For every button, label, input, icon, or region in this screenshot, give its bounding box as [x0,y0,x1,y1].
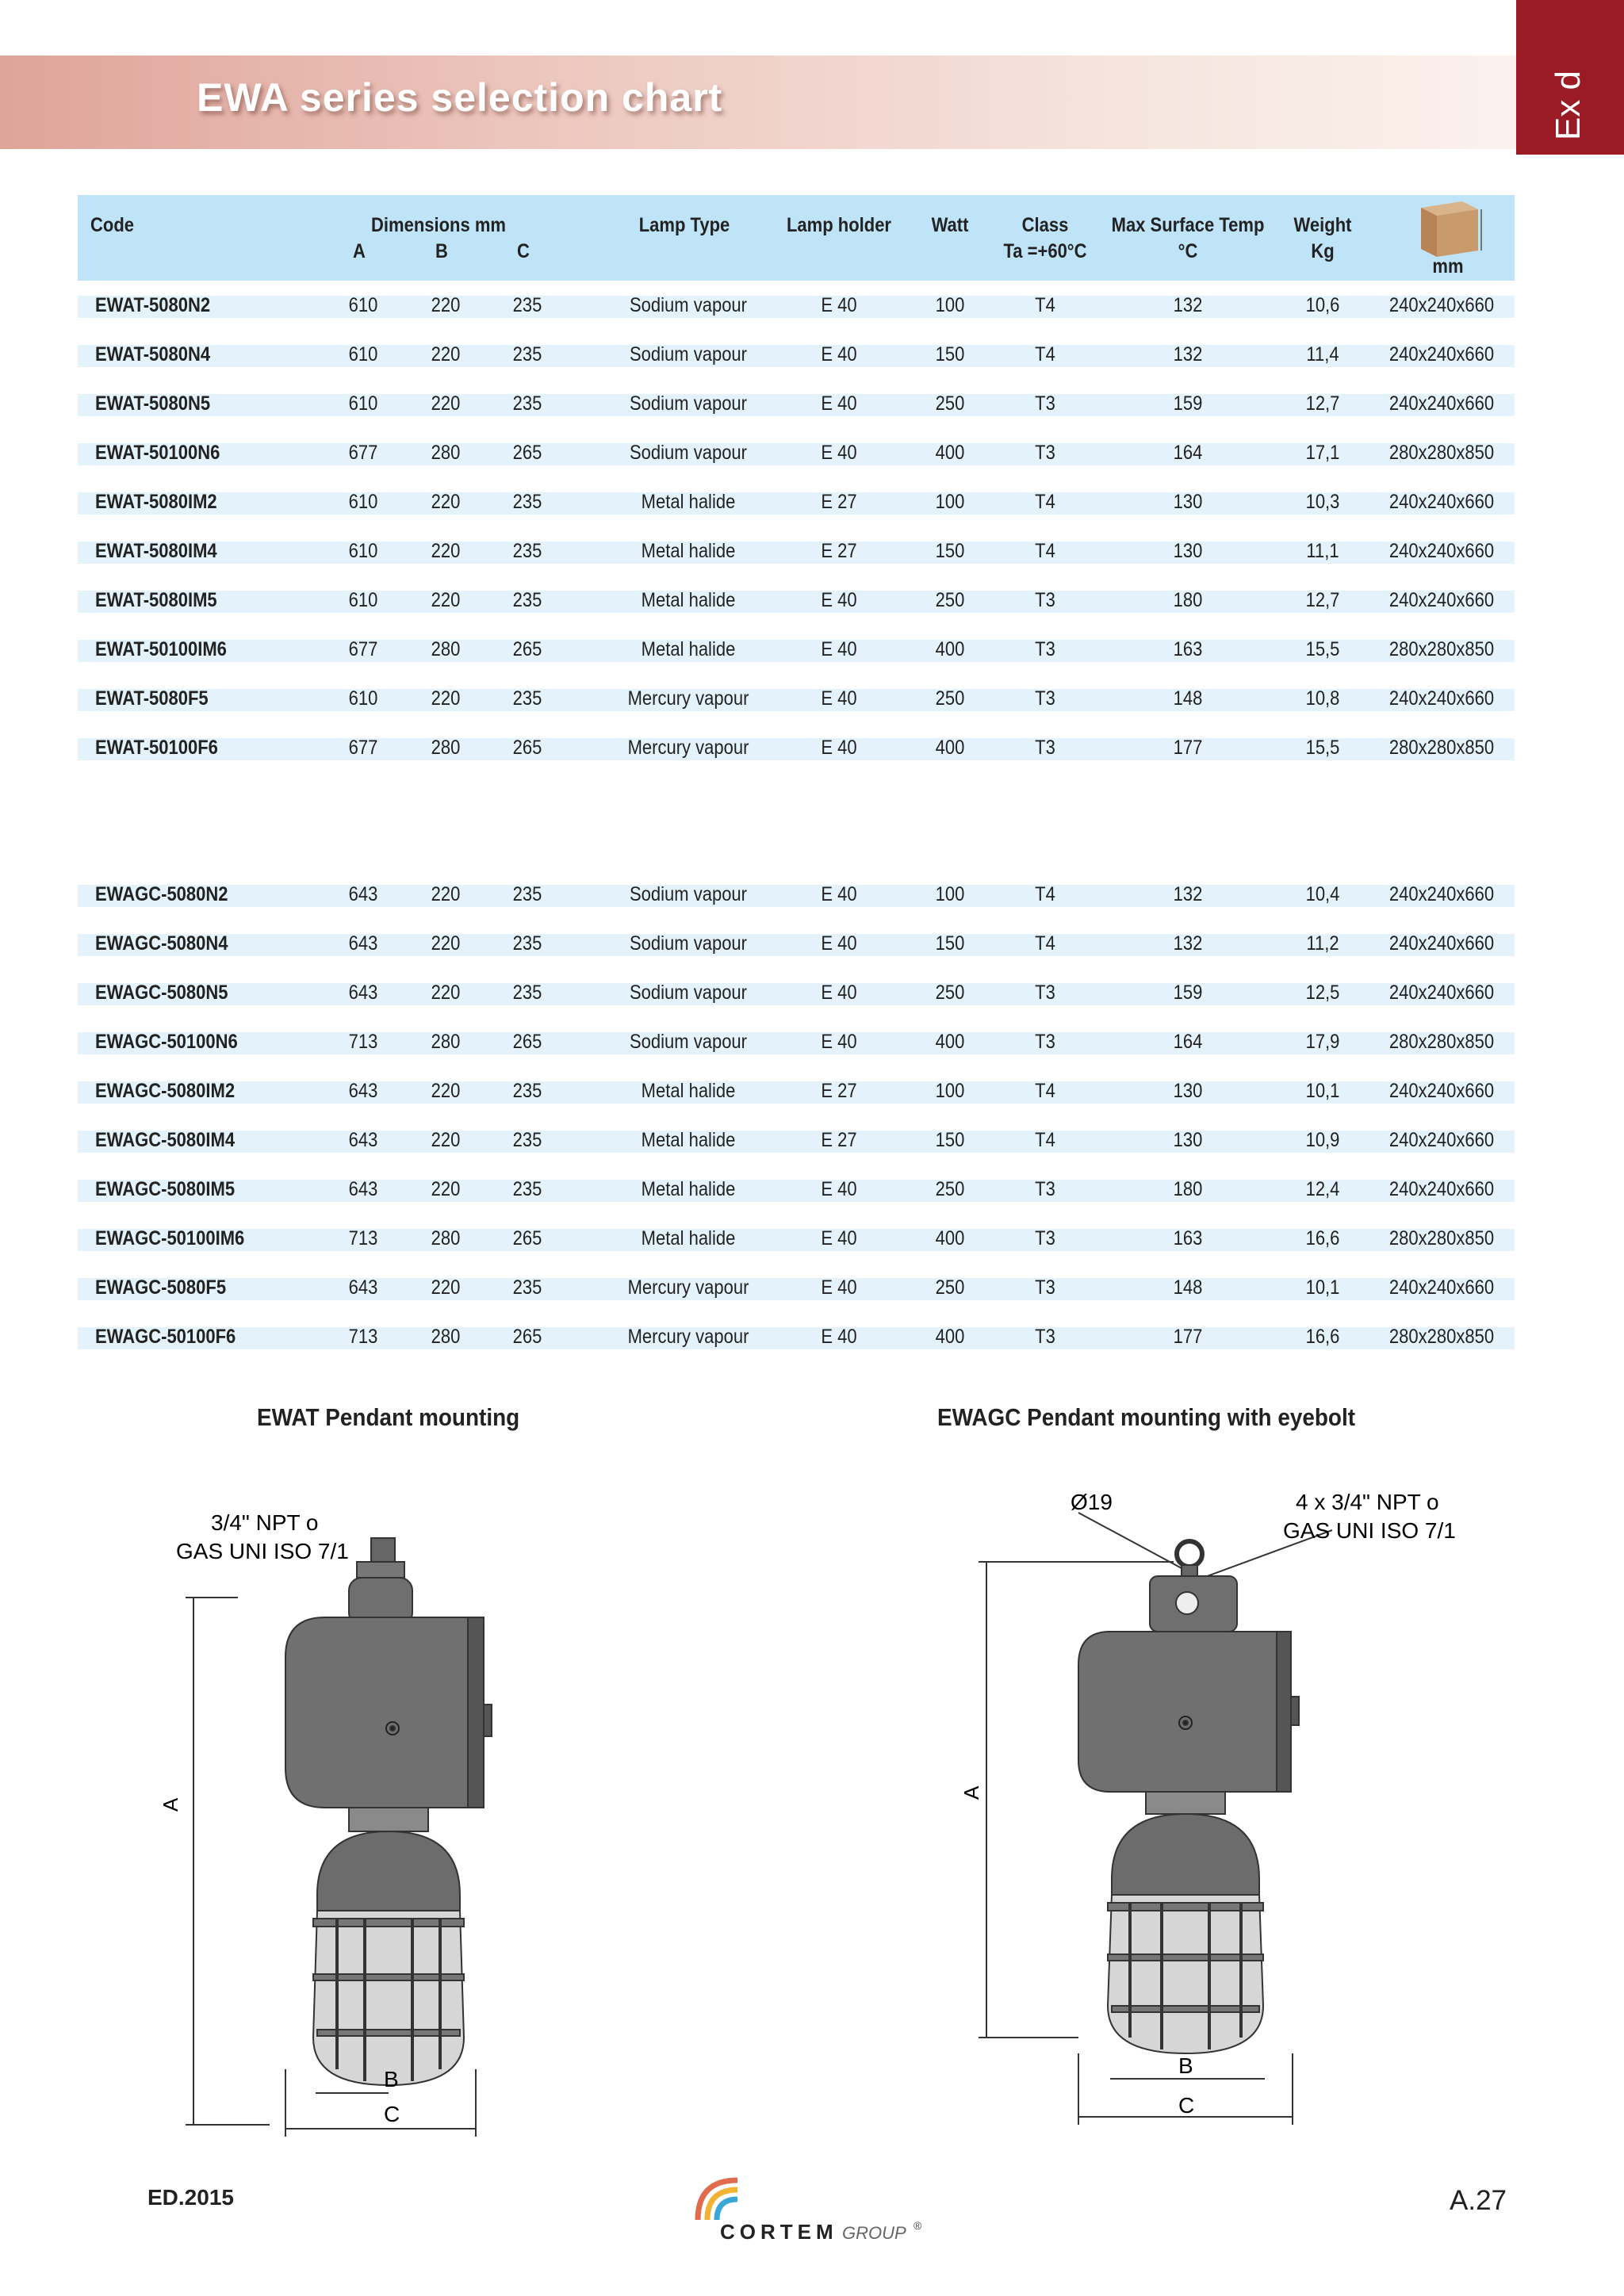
col-weight-sub: Kg [1311,240,1335,262]
ewagc-label-a: A [959,1785,983,1800]
cell-c: 265 [512,638,542,660]
cell-b: 280 [431,1031,461,1053]
cell-c: 235 [512,392,542,415]
cell-temp: 159 [1173,982,1203,1004]
box-icon [1411,197,1483,262]
cell-lamp: Mercury vapour [627,737,749,759]
cell-watt: 400 [935,638,965,660]
ewagc-fixture [1078,1541,1299,2053]
cell-lamp: Metal halide [641,638,736,660]
cell-pack: 280x280x850 [1388,737,1495,759]
ewat-thread-line1: 3/4" NPT o [211,1510,319,1535]
cell-code: EWAGC-5080N5 [95,982,228,1004]
cell-class: T4 [1035,1080,1055,1102]
cell-c: 235 [512,343,542,365]
page-title: EWA series selection chart [197,75,723,120]
cell-b: 220 [431,343,461,365]
col-lamp-type: Lamp Type [638,214,730,236]
cell-lamp: Metal halide [641,1178,736,1200]
cell-watt: 400 [935,442,965,464]
cell-pack: 280x280x850 [1388,1227,1495,1249]
cell-lamp: Sodium vapour [630,1031,747,1053]
col-weight: Weight [1293,214,1352,236]
edition: ED.2015 [147,2185,234,2210]
cell-code: EWAT-5080IM5 [95,589,217,611]
cell-code: EWAGC-5080IM2 [95,1080,236,1102]
cell-code: EWAGC-5080N4 [95,932,228,955]
cell-c: 235 [512,491,542,513]
cell-code: EWAT-50100N6 [95,442,220,464]
cell-class: T3 [1035,687,1055,710]
cell-class: T3 [1035,392,1055,415]
cell-a: 643 [348,883,378,905]
cell-holder: E 40 [821,343,857,365]
page-number: A.27 [1450,2185,1507,2216]
cell-watt: 100 [935,1080,965,1102]
logo-main: CORTEM [720,2220,838,2244]
cell-c: 235 [512,932,542,955]
cell-pack: 240x240x660 [1388,932,1495,955]
cell-holder: E 27 [821,540,857,562]
cell-c: 265 [512,1326,542,1348]
cell-temp: 148 [1173,1276,1203,1299]
cell-pack: 240x240x660 [1388,883,1495,905]
cell-temp: 132 [1173,343,1203,365]
cell-class: T3 [1035,442,1055,464]
cell-lamp: Sodium vapour [630,883,747,905]
cell-watt: 100 [935,883,965,905]
col-code: Code [90,214,134,236]
cell-code: EWAT-50100F6 [95,737,218,759]
table-row [78,492,1515,515]
ewagc-label-b: B [1178,2053,1193,2078]
cell-b: 280 [431,1326,461,1348]
cell-weight: 17,9 [1305,1031,1340,1053]
cell-b: 280 [431,1227,461,1249]
cell-weight: 15,5 [1305,638,1340,660]
col-dim-c: C [517,240,530,262]
cell-c: 265 [512,1031,542,1053]
cell-a: 610 [348,294,378,316]
cell-c: 235 [512,540,542,562]
cell-c: 235 [512,294,542,316]
cell-class: T4 [1035,883,1055,905]
cell-temp: 180 [1173,589,1203,611]
cell-a: 713 [348,1227,378,1249]
cell-holder: E 40 [821,737,857,759]
cell-c: 265 [512,1227,542,1249]
cell-holder: E 40 [821,883,857,905]
col-dimensions: Dimensions mm [371,214,506,236]
cell-holder: E 40 [821,687,857,710]
col-dim-b: B [435,240,448,262]
col-class-sub: Ta =+60°C [1003,240,1087,262]
cell-holder: E 27 [821,1129,857,1151]
cell-pack: 240x240x660 [1388,589,1495,611]
cell-lamp: Metal halide [641,1080,736,1102]
cell-holder: E 40 [821,1031,857,1053]
cell-temp: 159 [1173,392,1203,415]
ewat-label-a: A [159,1797,182,1812]
cell-lamp: Sodium vapour [630,294,747,316]
cell-temp: 163 [1173,1227,1203,1249]
cell-watt: 250 [935,1178,965,1200]
table-row [78,885,1515,907]
cell-a: 643 [348,1276,378,1299]
cell-b: 220 [431,1178,461,1200]
cell-code: EWAGC-5080F5 [95,1276,227,1299]
cell-a: 643 [348,1129,378,1151]
cell-temp: 177 [1173,737,1203,759]
table-row [78,1229,1515,1251]
cell-holder: E 27 [821,491,857,513]
cell-lamp: Mercury vapour [627,687,749,710]
cell-pack: 240x240x660 [1388,1178,1495,1200]
cell-lamp: Metal halide [641,589,736,611]
cell-temp: 148 [1173,687,1203,710]
section-tab-label: Ex d [1549,70,1588,141]
cell-watt: 250 [935,1276,965,1299]
cell-class: T3 [1035,1326,1055,1348]
cell-b: 220 [431,392,461,415]
cell-a: 713 [348,1326,378,1348]
ewat-fixture [285,1538,492,2085]
cell-watt: 100 [935,294,965,316]
cell-holder: E 40 [821,638,857,660]
cell-weight: 10,1 [1305,1276,1340,1299]
table-header [78,195,1515,281]
cell-a: 610 [348,343,378,365]
cell-b: 220 [431,540,461,562]
cell-b: 280 [431,737,461,759]
cell-weight: 10,6 [1305,294,1340,316]
table-row [78,345,1515,367]
cell-watt: 250 [935,392,965,415]
cell-code: EWAT-5080N4 [95,343,211,365]
cell-class: T4 [1035,491,1055,513]
cell-lamp: Metal halide [641,540,736,562]
cortem-logo [690,2172,936,2252]
cell-b: 220 [431,491,461,513]
cell-weight: 10,9 [1305,1129,1340,1151]
cell-class: T4 [1035,294,1055,316]
cell-pack: 240x240x660 [1388,540,1495,562]
cell-weight: 12,7 [1305,589,1340,611]
cell-holder: E 40 [821,392,857,415]
table-row [78,541,1515,564]
cell-temp: 130 [1173,1080,1203,1102]
cell-class: T3 [1035,1031,1055,1053]
cell-watt: 400 [935,737,965,759]
table-row [78,1131,1515,1153]
cell-weight: 10,8 [1305,687,1340,710]
cell-class: T3 [1035,1276,1055,1299]
cell-class: T4 [1035,932,1055,955]
cell-weight: 10,3 [1305,491,1340,513]
cell-weight: 11,4 [1306,343,1339,365]
cell-code: EWAT-5080IM4 [95,540,217,562]
cell-a: 610 [348,491,378,513]
cell-a: 643 [348,1080,378,1102]
cell-b: 220 [431,982,461,1004]
cell-temp: 180 [1173,1178,1203,1200]
cell-holder: E 40 [821,1178,857,1200]
cell-pack: 240x240x660 [1388,687,1495,710]
cell-temp: 164 [1173,442,1203,464]
col-class: Class [1021,214,1069,236]
cell-a: 713 [348,1031,378,1053]
cell-holder: E 40 [821,294,857,316]
cell-code: EWAT-5080N5 [95,392,211,415]
table-row [78,591,1515,613]
col-max-temp-sub: °C [1178,240,1198,262]
cell-a: 610 [348,540,378,562]
cell-weight: 10,4 [1305,883,1340,905]
cell-pack: 240x240x660 [1388,343,1495,365]
cell-temp: 132 [1173,294,1203,316]
cell-code: EWAGC-5080IM4 [95,1129,236,1151]
cell-code: EWAT-50100IM6 [95,638,227,660]
cell-b: 220 [431,883,461,905]
cell-temp: 132 [1173,883,1203,905]
cell-class: T3 [1035,737,1055,759]
cell-watt: 100 [935,491,965,513]
cell-class: T3 [1035,1178,1055,1200]
ewat-thread-line2: GAS UNI ISO 7/1 [176,1539,349,1563]
right-drawing-title: EWAGC Pendant mounting with eyebolt [937,1403,1356,1431]
cell-a: 643 [348,1178,378,1200]
cell-c: 265 [512,442,542,464]
col-watt: Watt [931,214,969,236]
cell-pack: 240x240x660 [1388,982,1495,1004]
cell-watt: 150 [935,932,965,955]
cell-pack: 240x240x660 [1388,1129,1495,1151]
cell-c: 235 [512,1129,542,1151]
ewagc-thread-line1: 4 x 3/4" NPT o [1296,1490,1439,1514]
cell-c: 235 [512,589,542,611]
cell-lamp: Sodium vapour [630,343,747,365]
cell-lamp: Metal halide [641,491,736,513]
cell-code: EWAGC-5080IM5 [95,1178,236,1200]
cell-pack: 240x240x660 [1388,392,1495,415]
cell-temp: 163 [1173,638,1203,660]
cell-code: EWAGC-50100F6 [95,1326,236,1348]
cell-watt: 400 [935,1326,965,1348]
cell-c: 235 [512,1178,542,1200]
table-row [78,1180,1515,1202]
cell-code: EWAT-5080N2 [95,294,211,316]
cell-b: 220 [431,1276,461,1299]
cell-lamp: Sodium vapour [630,442,747,464]
cell-class: T3 [1035,1227,1055,1249]
col-lamp-holder: Lamp holder [786,214,891,236]
ewagc-label-c: C [1178,2093,1195,2118]
cell-watt: 250 [935,687,965,710]
table-row [78,1278,1515,1300]
cell-holder: E 40 [821,1326,857,1348]
cell-c: 265 [512,737,542,759]
cell-holder: E 40 [821,982,857,1004]
col-dim-a: A [353,240,366,262]
cell-watt: 250 [935,982,965,1004]
ewagc-drawing [959,1483,1515,2125]
cell-pack: 280x280x850 [1388,1031,1495,1053]
ewagc-thread-line2: GAS UNI ISO 7/1 [1283,1518,1456,1543]
cell-temp: 164 [1173,1031,1203,1053]
cell-watt: 250 [935,589,965,611]
cell-weight: 12,4 [1305,1178,1340,1200]
cell-c: 235 [512,1080,542,1102]
cell-class: T3 [1035,638,1055,660]
ewat-label-b: B [384,2067,399,2091]
cell-watt: 150 [935,343,965,365]
cell-temp: 132 [1173,932,1203,955]
cell-pack: 280x280x850 [1388,638,1495,660]
col-package: mm [1432,255,1464,277]
cell-lamp: Sodium vapour [630,982,747,1004]
cell-a: 643 [348,932,378,955]
cell-lamp: Mercury vapour [627,1326,749,1348]
cell-watt: 400 [935,1031,965,1053]
cell-class: T3 [1035,589,1055,611]
cell-temp: 130 [1173,491,1203,513]
cell-a: 610 [348,589,378,611]
cell-lamp: Sodium vapour [630,392,747,415]
cell-b: 220 [431,1129,461,1151]
cell-pack: 240x240x660 [1388,491,1495,513]
table-row [78,296,1515,318]
logo-sub: GROUP [842,2223,906,2243]
cell-b: 220 [431,687,461,710]
cell-watt: 150 [935,1129,965,1151]
cell-holder: E 40 [821,442,857,464]
cell-a: 677 [348,638,378,660]
cell-weight: 11,1 [1306,540,1339,562]
table-row [78,983,1515,1005]
cell-lamp: Sodium vapour [630,932,747,955]
cell-c: 235 [512,883,542,905]
cell-holder: E 40 [821,1227,857,1249]
cell-weight: 16,6 [1305,1326,1340,1348]
cell-weight: 10,1 [1305,1080,1340,1102]
cell-a: 610 [348,687,378,710]
table-row [78,1327,1515,1349]
logo-mark: ® [914,2219,922,2232]
cell-a: 677 [348,737,378,759]
cell-c: 235 [512,1276,542,1299]
cell-temp: 177 [1173,1326,1203,1348]
cell-b: 280 [431,638,461,660]
col-max-temp: Max Surface Temp [1111,214,1265,236]
table-row [78,1081,1515,1104]
cell-a: 677 [348,442,378,464]
cell-temp: 130 [1173,540,1203,562]
cell-lamp: Mercury vapour [627,1276,749,1299]
cell-holder: E 40 [821,932,857,955]
table-row [78,934,1515,956]
cell-code: EWAGC-50100N6 [95,1031,238,1053]
cell-a: 643 [348,982,378,1004]
cell-c: 235 [512,687,542,710]
cell-pack: 240x240x660 [1388,1080,1495,1102]
cell-temp: 130 [1173,1129,1203,1151]
cell-code: EWAGC-5080N2 [95,883,228,905]
cell-c: 235 [512,982,542,1004]
cell-weight: 17,1 [1305,442,1340,464]
cell-holder: E 27 [821,1080,857,1102]
cell-pack: 240x240x660 [1388,294,1495,316]
table-row [78,443,1515,465]
table-row [78,394,1515,416]
cell-a: 610 [348,392,378,415]
table-row [78,738,1515,760]
cell-class: T4 [1035,343,1055,365]
left-drawing-title: EWAT Pendant mounting [257,1403,520,1431]
ewat-label-c: C [384,2102,400,2126]
cell-weight: 16,6 [1305,1227,1340,1249]
cell-code: EWAT-5080IM2 [95,491,217,513]
cell-weight: 15,5 [1305,737,1340,759]
cell-class: T4 [1035,1129,1055,1151]
cell-weight: 11,2 [1306,932,1339,955]
cell-b: 220 [431,932,461,955]
table-row [78,1032,1515,1054]
cell-holder: E 40 [821,589,857,611]
ewat-drawing [151,1498,547,2141]
cell-code: EWAGC-50100IM6 [95,1227,245,1249]
cell-b: 220 [431,1080,461,1102]
cell-b: 220 [431,294,461,316]
cell-pack: 280x280x850 [1388,1326,1495,1348]
cell-b: 220 [431,589,461,611]
cell-lamp: Metal halide [641,1227,736,1249]
cell-pack: 240x240x660 [1388,1276,1495,1299]
cell-lamp: Metal halide [641,1129,736,1151]
cell-holder: E 40 [821,1276,857,1299]
table-row [78,689,1515,711]
cell-class: T4 [1035,540,1055,562]
cell-weight: 12,5 [1305,982,1340,1004]
cell-pack: 280x280x850 [1388,442,1495,464]
cell-code: EWAT-5080F5 [95,687,209,710]
cell-watt: 150 [935,540,965,562]
cell-b: 280 [431,442,461,464]
ewagc-eyebolt: Ø19 [1071,1490,1113,1514]
cell-weight: 12,7 [1305,392,1340,415]
table-row [78,640,1515,662]
cell-class: T3 [1035,982,1055,1004]
cell-watt: 400 [935,1227,965,1249]
